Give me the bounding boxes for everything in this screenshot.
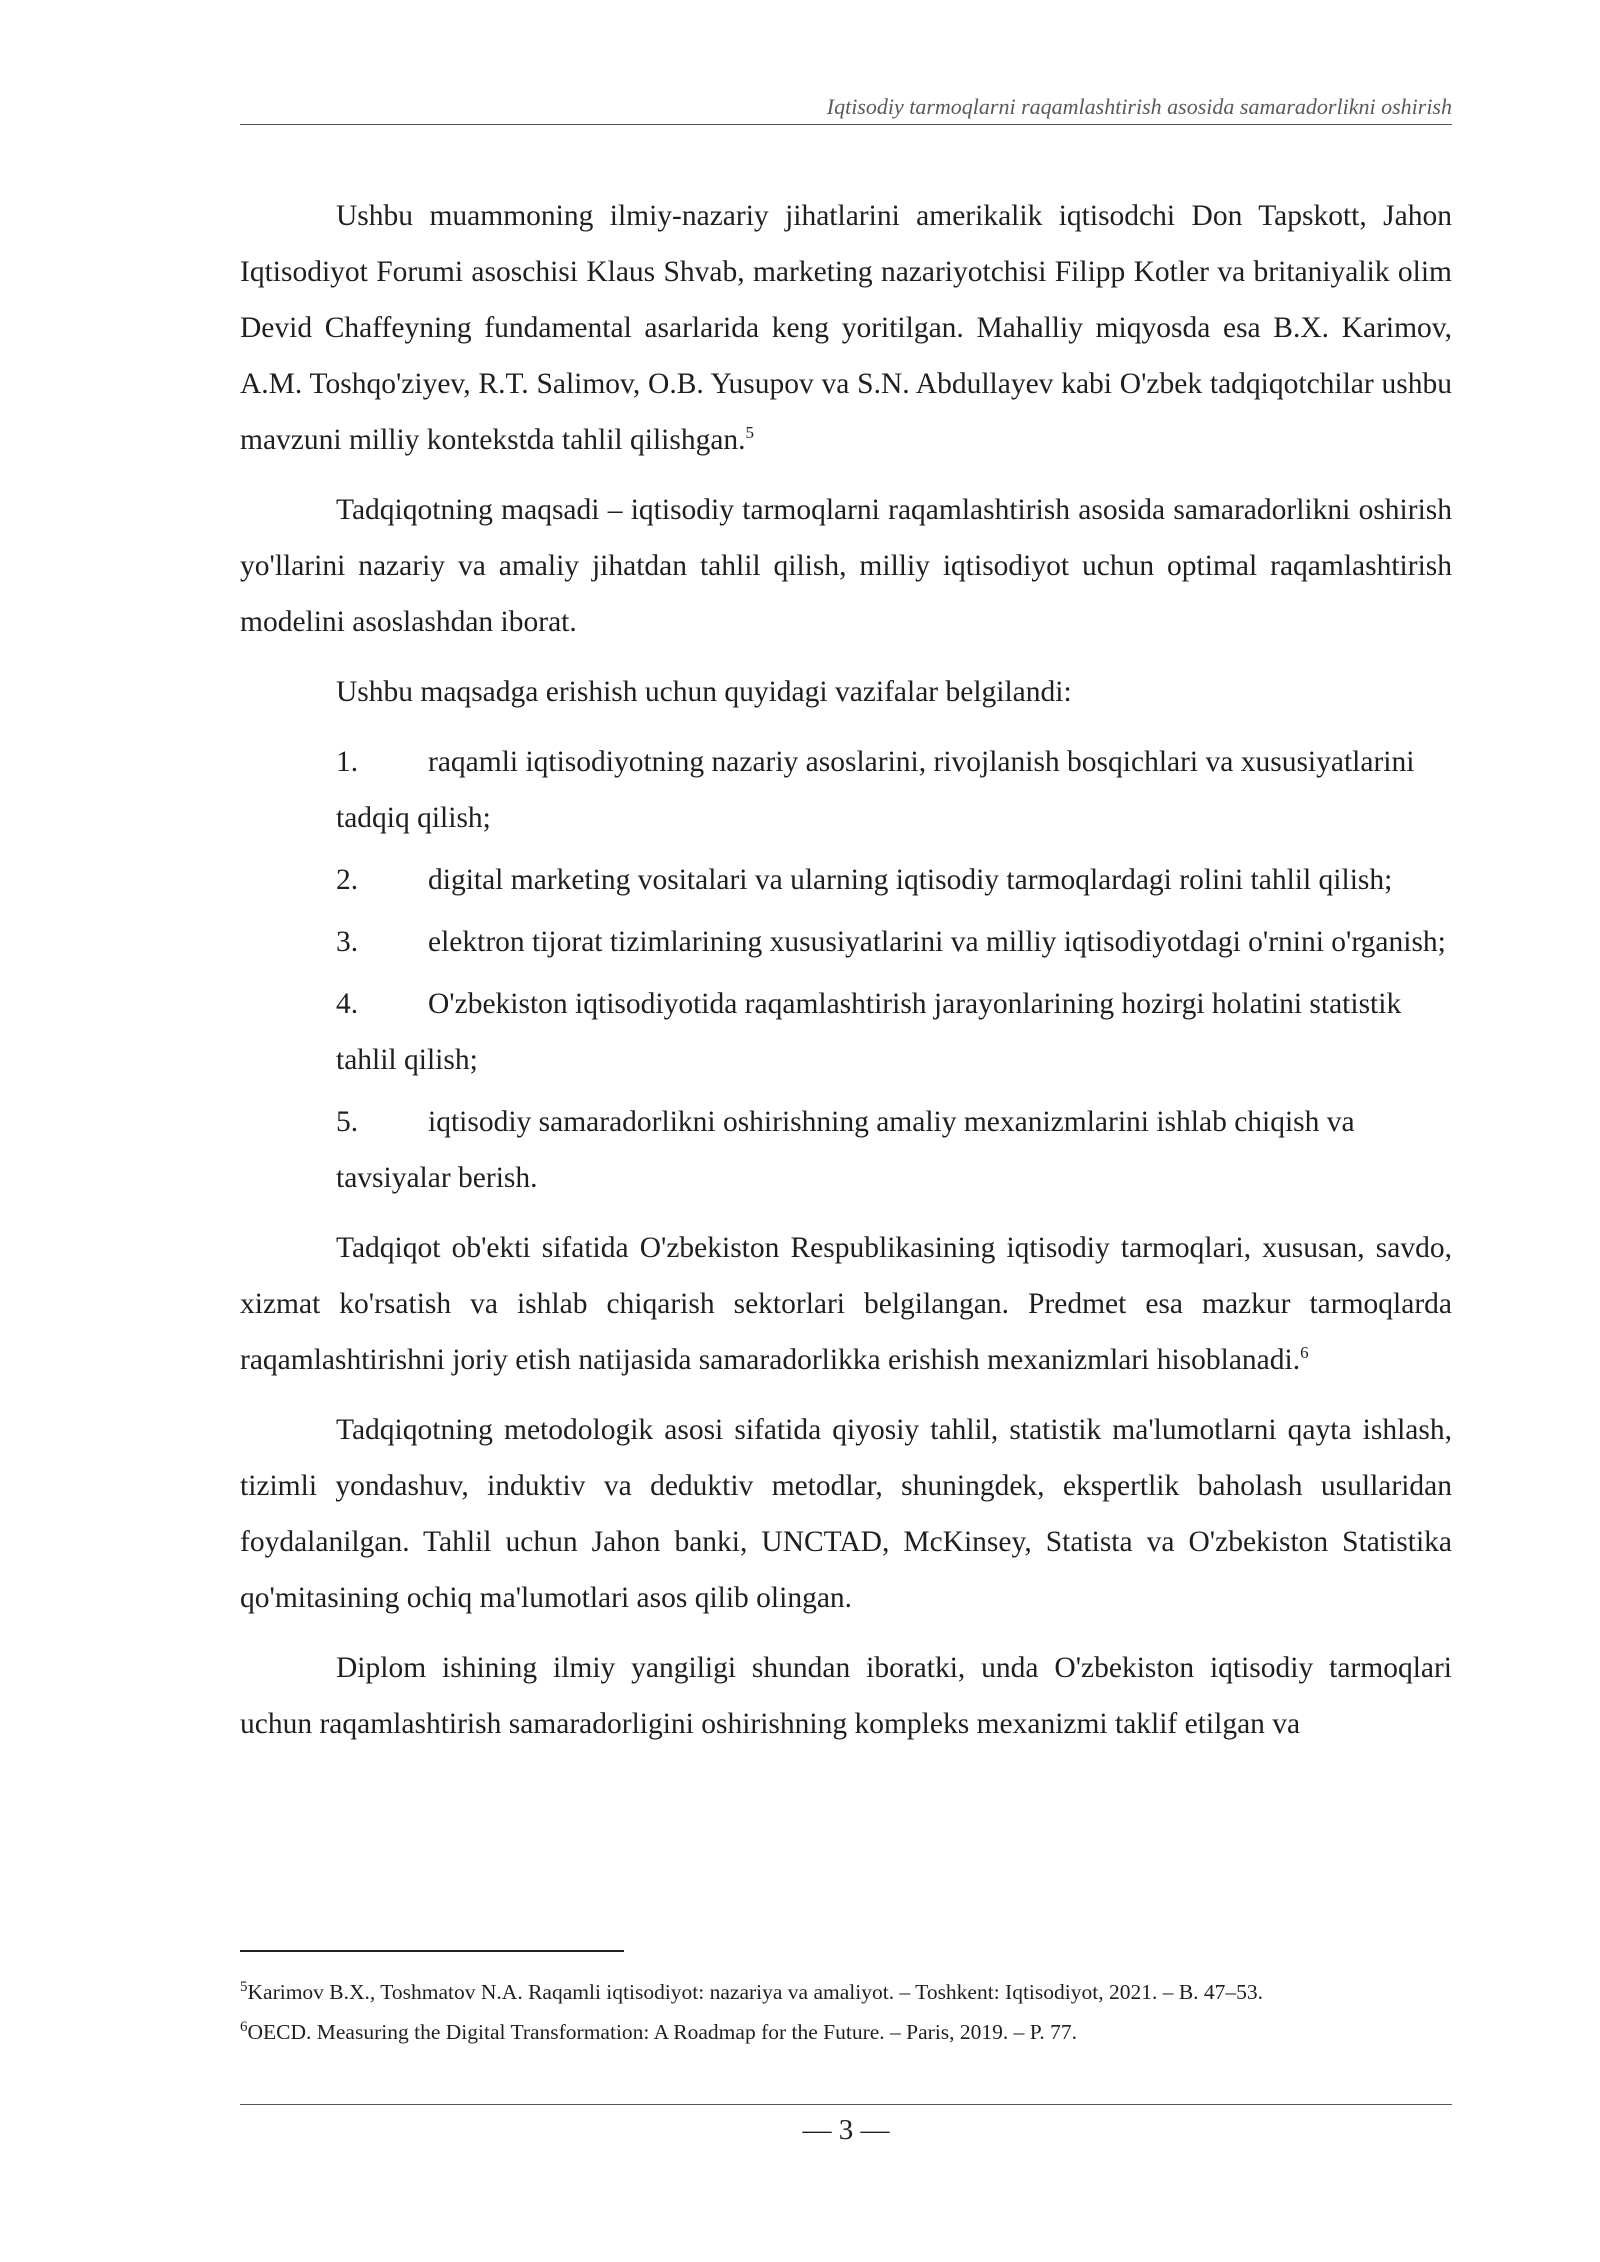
paragraph-literature-review [240,188,1452,468]
footer-rule [240,2104,1452,2105]
list-item-text: iqtisodiy samaradorlikni oshirishning amaliy mexanizmlarini ishlab chiqish va tavsiyalar berish. [336,1106,1355,1194]
list-item-number: 2. [336,864,359,896]
paragraph-tasks-intro: Ushbu maqsadga erishish uchun quyidagi vazifalar belgilandi: [336,676,1072,708]
list-item-number: 3. [336,926,359,958]
footnote-ref-5: 5 [745,423,755,443]
header-rule [240,124,1452,125]
footnote-6 [240,2012,1452,2052]
list-item [336,914,1452,970]
running-header: Iqtisodiy tarmoqlarni raqamlashtirish asosida samaradorlikni oshirish [826,94,1452,119]
list-item-number: 1. [336,746,359,778]
list-item [336,976,1452,1088]
footnote-text: Karimov B.X., Toshmatov N.A. Raqamli iqtisodiyot: nazariya va amaliyot. – Toshkent: Iqtisodiyot, 2021. – B. 47–53. [247,1980,1264,2004]
list-item [336,734,1452,846]
paragraph-methodology: Tadqiqotning metodologik asosi sifatida qiyosiy tahlil, statistik ma'lumotlarni qayta ishlash, tizimli yondashuv, induktiv va deduktiv metodlar, shuningdek, ekspertlik baholash usullaridan foydalanilgan. Tahlil uchun Jahon banki, UNCTAD, McKinsey, Statista va O'zbekiston Statistika qo'mitasining ochiq ma'lumotlari asos qilib olingan. [240,1414,1452,1614]
list-item [336,852,1452,908]
paragraph-research-goal: Tadqiqotning maqsadi – iqtisodiy tarmoqlarni raqamlashtirish asosida samaradorlikni oshirish yo'llarini nazariy va amaliy jihatdan tahlil qilish, milliy iqtisodiyot uchun optimal raqamlashtirish modelini asoslashdan iborat. [240,494,1452,638]
paragraph-scientific-novelty: Diplom ishining ilmiy yangiligi shundan iboratki, unda O'zbekiston iqtisodiy tarmoqlari uchun raqamlashtirish samaradorligini oshirishning kompleks mexanizmi taklif etilgan va [240,1652,1452,1740]
paragraph-object-subject [240,1220,1452,1388]
footnote-number: 6 [240,2018,248,2035]
footnote-number: 5 [240,1978,248,1995]
page-number: — 3 — [802,2114,890,2146]
list-item-number: 4. [336,988,359,1020]
list-item [336,1094,1452,1206]
list-item-number: 5. [336,1106,359,1138]
list-item-text: digital marketing vositalari va ularning iqtisodiy tarmoqlardagi rolini tahlil qilish; [428,864,1393,896]
body-text [240,188,1452,1766]
list-item-text: elektron tijorat tizimlarining xususiyatlarini va milliy iqtisodiyotdagi o'rnini o'rganish; [428,926,1446,958]
footnote-ref-6: 6 [1300,1343,1309,1363]
task-list [240,734,1452,1206]
footnote-separator [240,1950,624,1952]
paragraph-text: Ushbu muammoning ilmiy-nazariy jihatlarini amerikalik iqtisodchi Don Tapskott, Jahon Iqtisodiyot Forumi asoschisi Klaus Shvab, marketing nazariyotchisi Filipp Kotler va britaniyalik olim Devid Chaffeyning fundamental asarlarida keng yoritilgan. Mahalliy miqyosda esa B.X. Karimov, A.M. Toshqo'ziyev, R.T. Salimov, O.B. Yusupov va S.N. Abdullayev kabi O'zbek tadqiqotchilar ushbu mavzuni milliy kontekstda tahlil qilishgan. [240,200,1452,456]
footnote-5 [240,1972,1452,2012]
paragraph-text: Tadqiqot ob'ekti sifatida O'zbekiston Respublikasining iqtisodiy tarmoqlari, xususan, savdo, xizmat ko'rsatish va ishlab chiqarish sektorlari belgilangan. Predmet esa mazkur tarmoqlarda raqamlashtirishni joriy etish natijasida samaradorlikka erishish mexanizmlari hisoblanadi. [240,1232,1452,1376]
footnote-text: OECD. Measuring the Digital Transformation: A Roadmap for the Future. – Paris, 2019. – P. 77. [247,2020,1077,2044]
list-item-text: O'zbekiston iqtisodiyotida raqamlashtirish jarayonlarining hozirgi holatini statistik tahlil qilish; [336,988,1402,1076]
footnotes [240,1972,1452,2052]
list-item-text: raqamli iqtisodiyotning nazariy asoslarini, rivojlanish bosqichlari va xususiyatlarini tadqiq qilish; [336,746,1415,834]
